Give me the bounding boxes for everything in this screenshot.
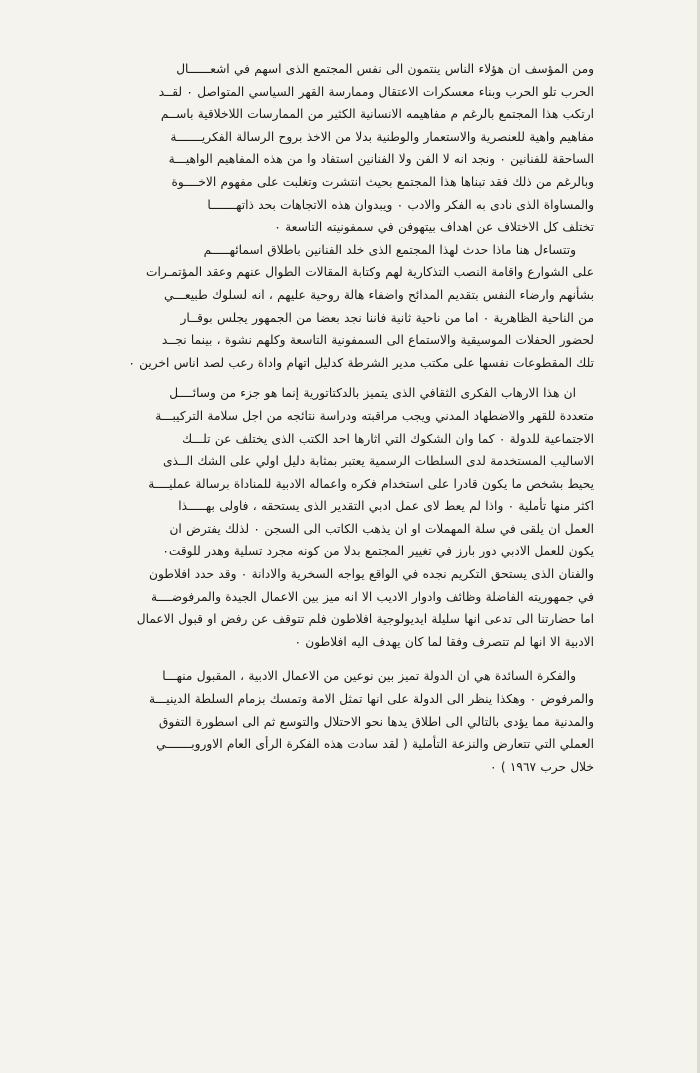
paragraph-gap <box>92 653 594 665</box>
paragraph-4 <box>92 665 594 778</box>
text-line: وتتساءل هنا ماذا حدث لهذا المجتمع الذى خلد الفنانين باطلاق اسمائهـــــم <box>203 242 576 257</box>
paragraph-2 <box>92 239 594 375</box>
text-line: والمساواة الذى نادى به الفكر والادب ٠ ويبدوان هذه الاتجاهات بحد ذاتهـــــــا <box>207 197 594 212</box>
text-line: اما حضارتنا الى تدعى انها سليلة ايديولوجية افلاطون فلم تتوقف عن رفض او قبول الاعمال <box>136 612 594 627</box>
text-line: الادبية الا انها لم تتصرف وفقا لما كان يهدف اليه افلاطون ٠ <box>294 634 594 649</box>
text-line: اكثر منها تأملية ٠ واذا لم يعط لاى عمل ادبي التقدير الذى يستحقه ، فاولى بهـــــذا <box>178 499 594 514</box>
text-line: تلك المقطوعات نفسها على مكتب مدير الشرطة كدليل اتهام واداة رعب لصد اناس اخرين ٠ <box>128 355 594 370</box>
text-line: وبالرغم من ذلك فقد تبناها هذا المجتمع بحيث انتشرت وتغلبت على مفهوم الاخــــوة <box>171 174 594 189</box>
text-line: ومن المؤسف ان هؤلاء الناس ينتمون الى نفس المجتمع الذى اسهم في اشعــــــال <box>176 62 594 76</box>
text-line: متعددة للقهر والاضطهاد المدني ويجب مراقبته ودراسة نتائجه من اجل سلامة التركيبـــة <box>155 408 594 423</box>
text-line: والمدنية مما يؤدى بالتالي الى اطلاق يدها نحو الاحتلال والتوسع ثم الى اسطورة التفوق <box>158 714 594 729</box>
text-line: يحيط بشخص ما يكون قادرا على استخدام فكره واعماله الادبية للمناداة برسالة عمليــــة <box>148 476 594 491</box>
text-line: والفنان الذى يستحق التكريم نجده في الواقع يواجه السخرية والادانة ٠ وقد حدد افلاطون <box>149 567 594 582</box>
text-line: والفكرة السائدة هي ان الدولة تميز بين نوعين من الاعمال الادبية ، المقبول منهـــا <box>162 669 576 684</box>
text-line: الحرب تلو الحرب وبناء معسكرات الاعتقال وممارسة القهر السياسي المتواصل ٠ لقــد <box>158 84 594 99</box>
arabic-text-body <box>92 58 594 778</box>
text-line: في جمهوريته الفاضلة وظائف وادوار الاديب الا انه ميز بين الاعمال الجيدة والمرفوضــــة <box>150 589 594 604</box>
text-line: تختلف كل الاختلاف عن اهداف بيتهوفن في سمفونيته التاسعة ٠ <box>274 220 594 235</box>
text-line: بشأنهم وارضاء النفس بتقديم المدائح واضفاء هالة روحية عليهم ، انه لسلوك طبيعـــي <box>164 287 594 302</box>
text-line: مفاهيم واهية للعنصرية والاستعمار والوطنية بدلا من الاخذ بروح الرسالة الفكريـــــــة <box>170 129 594 144</box>
paragraph-3 <box>92 382 594 653</box>
text-line: الساحقة للفنانين ٠ ونجد انه لا الفن ولا الفنانين استفاد وا من هذه المفاهيم الواهيـــة <box>168 152 594 167</box>
text-line: الاجتماعية للدولة ٠ كما وان الشكوك التي اثارها احد الكتب الذى يختلف عن تلـــك <box>182 431 594 446</box>
text-line: الاساليب المستخدمة لدى السلطات الرسمية يعتبر بمثابة دليل اولي على الشك الــذى <box>163 454 594 469</box>
text-line: العمل ان يلقى في سلة المهملات او ان يذهب الكاتب الى السجن ٠ لذلك يفترض ان <box>169 521 594 536</box>
text-line: لحضور الحفلات الموسيقية والاستماع الى السمفونية التاسعة وكلهم نشوة ، بينما نجــد <box>161 333 594 348</box>
text-line: يكون للعمل الادبي دور بارز في تغيير المجتمع بدلا من كونه مجرد تسلية وهدر للوقت٠ <box>162 544 594 559</box>
text-line: العملي التي تتعارض والنزعة التأملية ( لقد سادت هذه الفكرة الرأى العام الاوروبـــــــي <box>156 737 594 752</box>
text-line: والمرفوض ٠ وهكذا ينظر الى الدولة على انها تمثل الامة وتمسك بزمام السلطة الدينيـــة <box>149 692 594 707</box>
text-line: خلال حرب ١٩٦٧ ) ٠ <box>490 759 594 774</box>
text-line: على الشوارع واقامة النصب التذكارية لهم وكتابة المقالات الطوال عنهم وعقد المؤتمـرات <box>146 265 594 280</box>
text-line: من الناحية الظاهرية ٠ اما من ناحية ثانية فاننا نجد بعضا من الجمهور يجلس بوقــار <box>180 310 594 325</box>
paragraph-gap <box>92 374 594 382</box>
text-line: ارتكب هذا المجتمع بالرغم م مفاهيمه الانسانية الكثير من الممارسات اللاخلاقية باســم <box>160 107 594 122</box>
paragraph-1 <box>92 58 594 239</box>
text-line: ان هذا الارهاب الفكرى الثقافي الذى يتميز بالدكتاتورية إنما هو جزء من وسائــــل <box>169 386 576 401</box>
